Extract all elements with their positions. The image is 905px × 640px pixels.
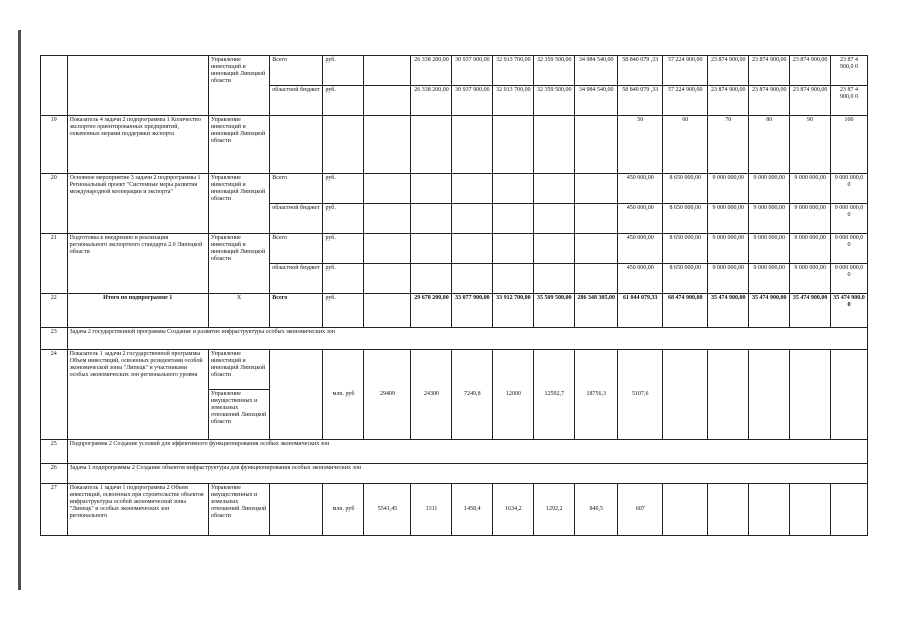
funding-source: областной бюджет	[270, 204, 323, 234]
value-cell: 7249,8	[452, 350, 493, 440]
document-table	[40, 55, 868, 575]
unit-cell: руб.	[323, 204, 364, 234]
unit-cell: руб.	[323, 264, 364, 294]
value-cell: 8 650 000,00	[663, 234, 708, 264]
empty-cell	[364, 294, 411, 328]
value-cell: 58 840 079 ,33	[618, 56, 663, 86]
row-name: Подготовка к внедрению и реализация регионального экспортного стандарта 2.0 Липецкой области	[67, 234, 208, 294]
unit-cell: руб.	[323, 234, 364, 264]
value-cell	[831, 350, 868, 440]
table-row	[41, 350, 868, 390]
value-cell: 34 984 540,00	[575, 86, 618, 116]
value-cell: 23 874 900,00	[749, 86, 790, 116]
value-cell	[493, 174, 534, 204]
row-number: 20	[41, 174, 68, 234]
unit-cell: руб.	[323, 174, 364, 204]
value-cell	[493, 204, 534, 234]
value-cell: 8 650 000,00	[663, 204, 708, 234]
value-cell: 9 000 000,00	[749, 264, 790, 294]
value-cell: 32 913 700,00	[493, 86, 534, 116]
funding-source: Всего	[270, 56, 323, 86]
value-cell: 100	[831, 116, 868, 174]
value-cell: 1458,4	[452, 484, 493, 536]
value-cell: 9 000 000,00	[708, 204, 749, 234]
section-title: Задача 1 подпрограммы 2 Создание объектов инфраструктуры для функционирования особых экономических зон	[67, 464, 867, 484]
value-cell: 23 87 4 900,0 0	[831, 56, 868, 86]
value-cell	[493, 234, 534, 264]
row-number: 23	[41, 328, 68, 350]
unit-cell	[323, 116, 364, 174]
value-cell: 1634,2	[493, 484, 534, 536]
value-cell: 840,5	[575, 484, 618, 536]
value-cell: 35 474 900,00	[790, 294, 831, 328]
value-cell: 9 000 000,00	[790, 204, 831, 234]
value-cell: 23 874 900,00	[749, 56, 790, 86]
value-cell	[708, 350, 749, 440]
row-name	[67, 56, 208, 116]
value-cell: 23 874 900,00	[790, 56, 831, 86]
section-title: Задача 2 государственной программы Создание и развитие инфраструктуры особых экономических зон	[67, 328, 867, 350]
value-cell	[452, 264, 493, 294]
value-cell: 9 000 000,00	[708, 174, 749, 204]
responsible-org: Управление инвестиций и инноваций Липецкой области	[208, 350, 269, 390]
value-cell	[790, 484, 831, 536]
value-cell	[411, 116, 452, 174]
row-number: 27	[41, 484, 68, 536]
value-cell	[575, 116, 618, 174]
value-cell: 80	[749, 116, 790, 174]
value-cell	[575, 234, 618, 264]
value-cell: 23 874 900,00	[708, 86, 749, 116]
value-cell	[452, 204, 493, 234]
value-cell: 58 840 079 ,33	[618, 86, 663, 116]
table-row	[41, 234, 868, 264]
row-number: 21	[41, 234, 68, 294]
value-cell: 1311	[411, 484, 452, 536]
value-cell: 30 937 900,00	[452, 56, 493, 86]
value-cell: 29409	[364, 350, 411, 440]
value-cell: 12000	[493, 350, 534, 440]
responsible-org: X	[208, 294, 269, 328]
value-cell	[575, 264, 618, 294]
value-cell: 24300	[411, 350, 452, 440]
value-cell: 9 000 000,00	[708, 264, 749, 294]
row-name: Основное мероприятие 3 задачи 2 подпрограммы 1 Региональный проект "Системные меры развития международной кооперации и экспорта"	[67, 174, 208, 234]
value-cell: 32 359 500,00	[534, 56, 575, 86]
responsible-org: Управление инвестиций и инноваций Липецкой области	[208, 116, 269, 174]
value-cell: 9 000 000,00	[790, 264, 831, 294]
empty-cell	[270, 484, 323, 536]
value-cell	[790, 350, 831, 440]
value-cell: 68 474 900,00	[663, 294, 708, 328]
program-table	[40, 55, 868, 536]
value-cell	[534, 116, 575, 174]
value-cell: 57 224 900,00	[663, 86, 708, 116]
scan-edge	[18, 30, 21, 590]
value-cell	[411, 174, 452, 204]
empty-cell	[364, 264, 411, 294]
value-cell	[831, 484, 868, 536]
value-cell	[575, 174, 618, 204]
value-cell	[452, 234, 493, 264]
empty-cell	[364, 204, 411, 234]
empty-cell	[364, 174, 411, 204]
value-cell	[534, 234, 575, 264]
value-cell: 9 000 000,0 0	[831, 234, 868, 264]
row-name: Показатель 1 задачи 1 подпрограммы 2 Объем инвестиций, освоенных при строительстве объектов инфраструктуры особой экономической зоны "Липецк" и особых экономических зон регионального	[67, 484, 208, 536]
value-cell	[452, 116, 493, 174]
value-cell	[411, 234, 452, 264]
section-title: Подпрограмма 2 Создание условий для эффективного функционирования особых экономических зон	[67, 440, 867, 464]
value-cell: 9 000 000,00	[708, 234, 749, 264]
table-row	[41, 56, 868, 86]
value-cell: 1292,2	[534, 484, 575, 536]
value-cell: 450 000,00	[618, 204, 663, 234]
row-name: Показатель 1 задачи 2 государственной программы Объем инвестиций, освоенных резидентами особой экономической зоны "Липецк" и участниками особых экономических зон регионального уровня	[67, 350, 208, 440]
value-cell: 61 044 079,33	[618, 294, 663, 328]
value-cell	[493, 264, 534, 294]
value-cell: 50	[618, 116, 663, 174]
value-cell: 286 348 305,00	[575, 294, 618, 328]
unit-cell: руб.	[323, 294, 364, 328]
row-number	[41, 56, 68, 116]
value-cell: 23 874 900,00	[708, 56, 749, 86]
value-cell: 9 000 000,0 0	[831, 204, 868, 234]
value-cell: 60	[663, 116, 708, 174]
value-cell: 9 000 000,0 0	[831, 174, 868, 204]
empty-cell	[364, 116, 411, 174]
unit-cell: руб.	[323, 86, 364, 116]
value-cell	[534, 264, 575, 294]
value-cell: 9 000 000,00	[790, 234, 831, 264]
funding-source: Всего	[270, 174, 323, 204]
value-cell	[708, 484, 749, 536]
value-cell: 18756,3	[575, 350, 618, 440]
row-number: 25	[41, 440, 68, 464]
row-name: Показатель 4 задачи 2 подпрограммы 1 Количество экспортно ориентированных предприятий, охваченных мерами поддержки экспорта	[67, 116, 208, 174]
value-cell: 450 000,00	[618, 174, 663, 204]
value-cell: 9 000 000,00	[749, 174, 790, 204]
value-cell: 30 937 900,00	[452, 86, 493, 116]
funding-source: областной бюджет	[270, 264, 323, 294]
value-cell: 32 913 700,00	[493, 56, 534, 86]
responsible-org: Управление имущественных и земельных отношений Липецкой области	[208, 484, 269, 536]
value-cell: 29 678 200,00	[411, 294, 452, 328]
value-cell: 607	[618, 484, 663, 536]
unit-cell: руб.	[323, 56, 364, 86]
value-cell: 57 224 900,00	[663, 56, 708, 86]
funding-source: Всего	[270, 294, 323, 328]
funding-source: областной бюджет	[270, 86, 323, 116]
responsible-org: Управление инвестиций и инноваций Липецкой области	[208, 174, 269, 234]
section-row	[41, 440, 868, 464]
value-cell: 12592,7	[534, 350, 575, 440]
value-cell	[575, 204, 618, 234]
value-cell: 450 000,00	[618, 234, 663, 264]
value-cell: 8 650 000,00	[663, 264, 708, 294]
value-cell	[411, 204, 452, 234]
section-row	[41, 464, 868, 484]
value-cell: 9 000 000,0 0	[831, 264, 868, 294]
table-row	[41, 174, 868, 204]
row-number: 26	[41, 464, 68, 484]
value-cell: 70	[708, 116, 749, 174]
value-cell: 33 077 900,00	[452, 294, 493, 328]
value-cell: 9 000 000,00	[790, 174, 831, 204]
value-cell	[411, 264, 452, 294]
empty-cell	[270, 350, 323, 440]
value-cell: 9 000 000,00	[749, 234, 790, 264]
value-cell: 26 338 200,00	[411, 56, 452, 86]
value-cell: 5107,6	[618, 350, 663, 440]
value-cell	[749, 484, 790, 536]
responsible-org: Управление инвестиций и инноваций Липецкой области	[208, 234, 269, 294]
value-cell	[749, 350, 790, 440]
funding-source: Всего	[270, 234, 323, 264]
value-cell: 23 874 900,00	[790, 86, 831, 116]
value-cell	[534, 204, 575, 234]
funding-source	[270, 116, 323, 174]
value-cell: 35 509 500,00	[534, 294, 575, 328]
table-row	[41, 116, 868, 174]
value-cell: 23 87 4 900,0 0	[831, 86, 868, 116]
value-cell: 34 984 540,00	[575, 56, 618, 86]
unit-cell: млн. руб	[323, 350, 364, 440]
row-name: Итого по подпрограмме 1	[67, 294, 208, 328]
responsible-org: Управление имущественных и земельных отношений Липецкой области	[208, 390, 269, 440]
value-cell: 33 912 700,00	[493, 294, 534, 328]
responsible-org: Управление инвестиций и инноваций Липецкой области	[208, 56, 269, 116]
row-number: 24	[41, 350, 68, 440]
value-cell: 26 338 200,00	[411, 86, 452, 116]
value-cell: 35 474 900,00	[708, 294, 749, 328]
value-cell: 32 359 500,00	[534, 86, 575, 116]
value-cell	[663, 484, 708, 536]
empty-cell	[364, 86, 411, 116]
section-row	[41, 328, 868, 350]
value-cell	[493, 116, 534, 174]
value-cell: 35 474 900,00	[749, 294, 790, 328]
table-row	[41, 484, 868, 536]
empty-cell	[364, 234, 411, 264]
value-cell: 8 650 000,00	[663, 174, 708, 204]
value-cell: 450 000,00	[618, 264, 663, 294]
unit-cell: млн. руб	[323, 484, 364, 536]
value-cell	[452, 174, 493, 204]
value-cell: 90	[790, 116, 831, 174]
value-cell	[534, 174, 575, 204]
row-number: 22	[41, 294, 68, 328]
total-row	[41, 294, 868, 328]
value-cell: 9 000 000,00	[749, 204, 790, 234]
value-cell: 35 474 900,0 0	[831, 294, 868, 328]
value-cell: 5541,45	[364, 484, 411, 536]
value-cell	[663, 350, 708, 440]
row-number: 19	[41, 116, 68, 174]
empty-cell	[364, 56, 411, 86]
